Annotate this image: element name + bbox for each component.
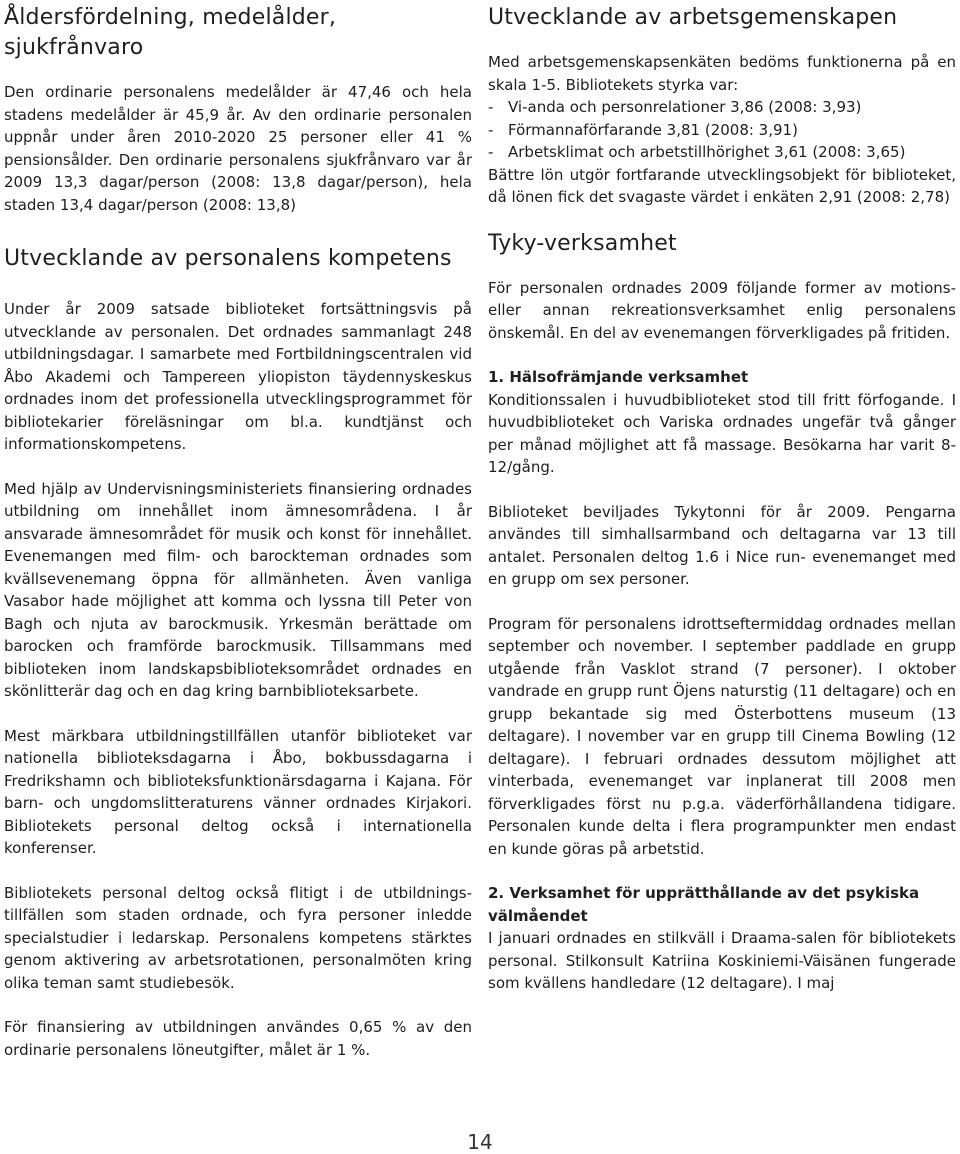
paragraph-competence-4: Bibliotekets personal deltog också flitigt i de utbildningstillfällen som staden ordnade, och fyra personer inledde specialstudier i ledarskap. Personalens kompetens stärktes genom aktivering av arbetsrotationen, personalmöten kring olika teman samt studiebesök. bbox=[4, 883, 472, 992]
paragraph-tyky: För personalen ordnades 2009 följande former av motionseller annan rekreationsverksamhet enlig personalens önskemål. En del av evenemangen förverkligades på fritiden. bbox=[488, 278, 956, 342]
page-number: 14 bbox=[467, 1130, 493, 1154]
list-item: - Förmannaförfarande 3,81 (2008: 3,91) bbox=[488, 120, 798, 139]
heading-age-distribution: Åldersfördelning, medelålder, sjukfrånvaro bbox=[4, 5, 337, 60]
strengths-list bbox=[488, 96, 956, 164]
left-column bbox=[4, 0, 472, 1061]
paragraph-psych: I januari ordnades en stilkväll i Draama-salen för bibliotekets personal. Stilkonsult Katriina Koskiniemi-Väisänen fungerade som kvällens handledare (12 deltagare). I maj bbox=[488, 929, 956, 992]
subheading-health: 1. Hälsofrämjande verksamhet bbox=[488, 368, 749, 386]
paragraph-health-1: Konditionssalen i huvudbiblioteket stod till fritt förfogande. I huvudbiblioteket och Variska ordnades ungefär två gånger per månad möjlighet att få massage. Besökarna har varit 8-12/gång. bbox=[488, 390, 956, 476]
paragraph-competence-2: Med hjälp av Undervisningsministeriets finansiering ordnades utbildning om innehållet inom ämnesområdena. I år ansvarade ämnesområdet för musik och konst för innehållet. Evenemangen med film- och barockteman ordnades som kvällsevenemang öppna för allmänheten. Även vanliga Vasabor hade möjlighet att komma och lyssna till Peter von Bagh och njuta av barockmusik. Yrkesmän berättade om barocken och framförde barockmusik. Tillsammans med biblioteken inom landskapsbiblioteksområdet ordnades en skönlitterär dag och en dag kring barnbiblioteksarbete. bbox=[4, 479, 472, 700]
paragraph-competence-1: Under år 2009 satsade biblioteket fortsättningsvis på utvecklande av personalen. Det ordnades sammanlagt 248 utbildningsdagar. I samarbete med Fortbildningscentralen vid Åbo Akademi och Tampereen yliopiston täydennyskeskus ordnades inom det professionella utvecklingsprogrammet för bibliotekarier föreläsningar om bl.a. kundtjänst och informationskompetens. bbox=[4, 300, 472, 453]
paragraph-health-3: Program för personalens idrottseftermiddag ordnades mellan september och november. I september paddlade en grupp utgående från Vasklot strand (7 personer). I oktober vandrade en grupp runt Öjens naturstig (11 deltagare) och en grupp bekantade sig med Österbottens museum (13 deltagare). I november var en grupp till Cinema Bowling (12 deltagare). I februari ordnades dessutom möjlighet att vinterbada, evenemanget var inplanerat till 2008 men förverkligades först nu p.g.a. väderförhållandena tidigare. Personalen kunde delta i flera programpunkter men endast en kunde göras på arbetstid. bbox=[488, 614, 956, 858]
paragraph-community-end: Bättre lön utgör fortfarande utvecklingsobjekt för biblioteket, då lönen fick det svagaste värdet i enkäten 2,91 (2008: 2,78) bbox=[488, 165, 956, 206]
paragraph-competence-5: För finansiering av utbildningen användes 0,65 % av den ordinarie personalens löneutgifter, målet är 1 %. bbox=[4, 1018, 472, 1059]
right-column bbox=[488, 0, 956, 995]
list-item: - Arbetsklimat och arbetstillhörighet 3,61 (2008: 3,65) bbox=[488, 143, 906, 161]
heading-competence: Utvecklande av personalens kompetens bbox=[4, 246, 452, 271]
heading-tyky: Tyky-verksamhet bbox=[488, 230, 677, 256]
paragraph-community-intro: Med arbetsgemenskapsenkäten bedöms funktionerna på en skala 1-5. Bibliotekets styrka var: bbox=[488, 53, 956, 94]
paragraph-age: Den ordinarie personalens medelålder är 47,46 och hela stadens medelålder är 45,9 år. Av den ordinarie personalen uppnår under åren 2010-2020 25 personer eller 41 % pensionsålder. Den ordinarie personalens sjukfrånvaro var år 2009 13,3 dagar/person (2008: 13,8 dagar/person), hela staden 13,4 dagar/person (2008: 13,8) bbox=[4, 83, 472, 214]
paragraph-competence-3: Mest märkbara utbildningstillfällen utanför biblioteket var nationella biblioteksdagarna i Åbo, bokbussdagarna i Fredrikshamn och biblioteksfunktionärsdagarna i Kajana. För barn- och ungdomslitteraturens vänner ordnades Kirjakori. Bibliotekets personal deltog också i internationella konferenser. bbox=[4, 726, 472, 857]
list-item: - Vi-anda och personrelationer 3,86 (2008: 3,93) bbox=[488, 98, 862, 116]
paragraph-health-2: Biblioteket beviljades Tykytonni för år 2009. Pengarna användes till simhallsarmband och deltagarna var 13 till antalet. Personalen deltog 1.6 i Nice run- evenemanget med en grupp om sex personer. bbox=[488, 502, 956, 588]
heading-work-community: Utvecklande av arbetsgemenskapen bbox=[488, 5, 898, 30]
subheading-psych: 2. Verksamhet för upprätthållande av det psykiska välmåendet bbox=[488, 884, 920, 925]
